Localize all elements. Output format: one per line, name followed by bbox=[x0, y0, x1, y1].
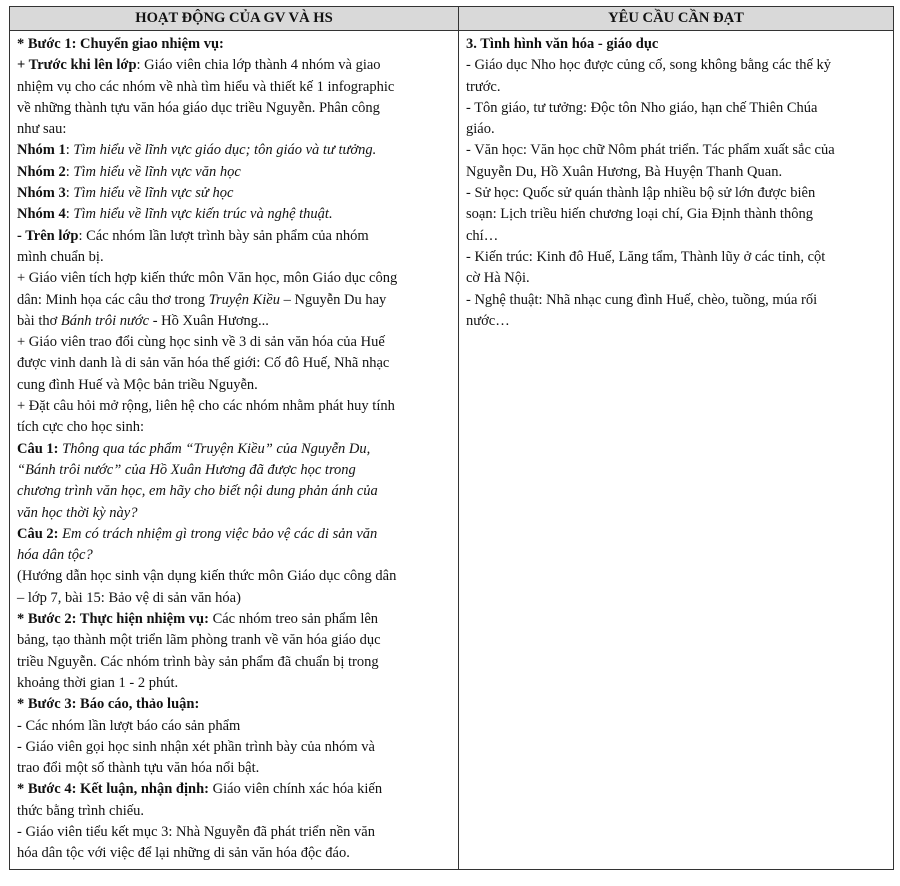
text-run: Câu 2: bbox=[17, 525, 59, 542]
left-text-line bbox=[17, 673, 452, 694]
text-run: khoảng thời gian 1 - 2 phút. bbox=[17, 674, 179, 691]
left-text-line bbox=[17, 801, 452, 822]
outcomes-cell bbox=[459, 31, 894, 870]
left-text-line bbox=[17, 503, 452, 524]
text-run: - Sử học: Quốc sử quán thành lập nhiều bộ sử lớn được biên bbox=[466, 185, 816, 202]
left-text-line bbox=[17, 183, 452, 204]
text-run: * Bước 2: Thực hiện nhiệm vụ: bbox=[17, 611, 209, 628]
left-text-line bbox=[17, 779, 452, 800]
right-text-line bbox=[466, 162, 887, 183]
right-text-line bbox=[466, 55, 887, 76]
left-text-line bbox=[17, 545, 452, 566]
text-run: mình chuẩn bị. bbox=[17, 248, 104, 265]
text-run: soạn: Lịch triều hiến chương loại chí, Gia Định thành thông bbox=[466, 206, 813, 223]
text-run: Các nhóm treo sản phẩm lên bbox=[208, 611, 379, 628]
text-run: Nhóm 3 bbox=[17, 185, 66, 202]
text-run: triều Nguyễn. Các nhóm trình bày sản phẩm đã chuẩn bị trong bbox=[17, 653, 379, 670]
left-text-line bbox=[17, 332, 452, 353]
text-run: - Hồ Xuân Hương... bbox=[149, 312, 269, 329]
left-text-line bbox=[17, 588, 452, 609]
right-text-line bbox=[466, 311, 887, 332]
text-run: Thông qua tác phẩm “Truyện Kiều” của Nguyễn Du, bbox=[62, 440, 371, 457]
left-text-line bbox=[17, 353, 452, 374]
text-run: : bbox=[65, 185, 74, 202]
right-text-line bbox=[466, 226, 887, 247]
text-run: * Bước 4: Kết luận, nhận định: bbox=[17, 781, 209, 798]
text-run: (Hướng dẫn học sinh vận dụng kiến thức môn Giáo dục công dân bbox=[17, 568, 397, 585]
left-text-line bbox=[17, 290, 452, 311]
text-run: Nguyễn Du, Hồ Xuân Hương, Bà Huyện Thanh Quan. bbox=[466, 163, 783, 180]
left-text-line bbox=[17, 822, 452, 843]
text-run: – lớp 7, bài 15: Bảo vệ di sản văn hóa) bbox=[17, 589, 241, 606]
right-text-line bbox=[466, 183, 887, 204]
left-text-line bbox=[17, 439, 452, 460]
text-run: như sau: bbox=[17, 121, 67, 138]
left-text-line bbox=[17, 98, 452, 119]
text-run: Tìm hiểu về lĩnh vực giáo dục; tôn giáo và tư tưởng. bbox=[73, 142, 377, 159]
text-run: - Giáo dục Nho học được củng cố, song không bằng các thế kỷ bbox=[466, 57, 832, 74]
text-run: : bbox=[65, 142, 74, 159]
left-text-line bbox=[17, 226, 452, 247]
text-run: văn học thời kỳ này? bbox=[17, 504, 138, 521]
text-run: chương trình văn học, em hãy cho biết nội dung phản ánh của bbox=[17, 483, 378, 500]
text-run: chí… bbox=[466, 227, 499, 244]
header-teacher-student-activities: HOẠT ĐỘNG CỦA GV VÀ HS bbox=[10, 7, 459, 31]
text-run: trao đổi một số thành tựu văn hóa nổi bật. bbox=[17, 760, 260, 777]
left-text-line bbox=[17, 694, 452, 715]
table-header-row bbox=[10, 7, 894, 31]
text-run: + Giáo viên trao đổi cùng học sinh về 3 di sản văn hóa của Huế bbox=[17, 334, 385, 351]
right-text-line bbox=[466, 290, 887, 311]
right-text-line bbox=[466, 247, 887, 268]
left-text-line bbox=[17, 758, 452, 779]
left-text-line bbox=[17, 737, 452, 758]
text-run: dân: Minh họa các câu thơ trong bbox=[17, 291, 209, 308]
left-text-line bbox=[17, 375, 452, 396]
right-text-line bbox=[466, 204, 887, 225]
text-run: * Bước 1: Chuyển giao nhiệm vụ: bbox=[17, 36, 224, 52]
table-body-row bbox=[10, 31, 894, 870]
text-run: - Các nhóm lần lượt báo cáo sản phẩm bbox=[17, 717, 241, 734]
text-run: Em có trách nhiệm gì trong việc bảo vệ các di sản văn bbox=[62, 525, 378, 542]
text-run: + Trước khi lên lớp bbox=[17, 57, 137, 74]
left-text-line bbox=[17, 609, 452, 630]
text-run: nhiệm vụ cho các nhóm về nhà tìm hiểu và thiết kế 1 infographic bbox=[17, 78, 395, 95]
left-text-line bbox=[17, 716, 452, 737]
text-run: 3. Tình hình văn hóa - giáo dục bbox=[466, 36, 659, 52]
text-run: giáo. bbox=[466, 121, 495, 138]
left-text-line bbox=[17, 652, 452, 673]
text-run: - Văn học: Văn học chữ Nôm phát triển. Tác phẩm xuất sắc của bbox=[466, 142, 835, 159]
left-text-line bbox=[17, 311, 452, 332]
header-required-outcomes: YÊU CẦU CẦN ĐẠT bbox=[459, 7, 894, 31]
left-text-line bbox=[17, 460, 452, 481]
text-run: Giáo viên chính xác hóa kiến bbox=[208, 781, 383, 798]
text-run: Tìm hiểu về lĩnh vực văn học bbox=[73, 163, 241, 180]
left-text-line bbox=[17, 247, 452, 268]
left-text-line bbox=[17, 55, 452, 76]
text-run: - Tôn giáo, tư tưởng: Độc tôn Nho giáo, hạn chế Thiên Chúa bbox=[466, 99, 818, 116]
text-run: Tìm hiểu về lĩnh vực kiến trúc và nghệ thuật. bbox=[73, 206, 333, 223]
text-run: Truyện Kiều bbox=[208, 291, 280, 308]
left-text-line bbox=[17, 204, 452, 225]
text-run: cung đình Huế và Mộc bản triều Nguyễn. bbox=[17, 376, 258, 393]
text-run: Nhóm 1 bbox=[17, 142, 66, 159]
text-run: - Kiến trúc: Kinh đô Huế, Lăng tẩm, Thành lũy ở các tỉnh, cột bbox=[466, 248, 826, 265]
left-text-line bbox=[17, 119, 452, 140]
text-run: - Nghệ thuật: Nhã nhạc cung đình Huế, chèo, tuồng, múa rối bbox=[466, 291, 818, 308]
text-run: Câu 1: bbox=[17, 440, 59, 457]
right-text-line bbox=[466, 268, 887, 289]
text-run: * Bước 3: Báo cáo, thảo luận: bbox=[17, 696, 200, 713]
right-text-line bbox=[466, 34, 887, 55]
left-text-line bbox=[17, 162, 452, 183]
right-text-line bbox=[466, 77, 887, 98]
left-text-line bbox=[17, 268, 452, 289]
text-run: thức bằng trình chiếu. bbox=[17, 802, 145, 819]
text-run: về những thành tựu văn hóa giáo dục triều Nguyễn. Phân công bbox=[17, 99, 380, 116]
left-text-line bbox=[17, 77, 452, 98]
activities-cell bbox=[10, 31, 459, 870]
left-text-line bbox=[17, 843, 452, 864]
text-run: - Giáo viên tiểu kết mục 3: Nhà Nguyễn đã phát triển nền văn bbox=[17, 823, 375, 840]
text-run: Bánh trôi nước bbox=[60, 312, 150, 329]
text-run: cờ Hà Nội. bbox=[466, 270, 530, 287]
text-run: + Đặt câu hỏi mở rộng, liên hệ cho các nhóm nhằm phát huy tính bbox=[17, 398, 395, 415]
text-run: tích cực cho học sinh: bbox=[17, 419, 145, 436]
text-run: hóa dân tộc? bbox=[17, 547, 93, 564]
text-run: Tìm hiểu về lĩnh vực sử học bbox=[73, 185, 234, 202]
text-run: Nhóm 4 bbox=[17, 206, 66, 223]
left-text-line bbox=[17, 417, 452, 438]
text-run: được vinh danh là di sản văn hóa thế giới: Cố đô Huế, Nhã nhạc bbox=[17, 355, 390, 372]
text-run: – Nguyễn Du hay bbox=[279, 291, 387, 308]
right-text-line bbox=[466, 140, 887, 161]
text-run: hóa dân tộc với việc để lại những di sản văn hóa độc đáo. bbox=[17, 845, 350, 862]
text-run: bảng, tạo thành một triển lãm phòng tranh về văn hóa giáo dục bbox=[17, 632, 381, 649]
left-text-line bbox=[17, 566, 452, 587]
right-text-line bbox=[466, 119, 887, 140]
text-run: - Trên lớp bbox=[17, 227, 79, 244]
left-text-line bbox=[17, 630, 452, 651]
text-run: “Bánh trôi nước” của Hồ Xuân Hương đã được học trong bbox=[17, 461, 356, 478]
text-run: : Giáo viên chia lớp thành 4 nhóm và giao bbox=[136, 57, 381, 74]
text-run: + Giáo viên tích hợp kiến thức môn Văn học, môn Giáo dục công bbox=[17, 270, 398, 287]
text-run: trước. bbox=[466, 78, 501, 95]
text-run: - Giáo viên gọi học sinh nhận xét phần trình bày của nhóm và bbox=[17, 738, 375, 755]
left-text-line bbox=[17, 34, 452, 55]
left-text-line bbox=[17, 524, 452, 545]
text-run: Nhóm 2 bbox=[17, 163, 66, 180]
text-run: : bbox=[65, 206, 74, 223]
right-text-line bbox=[466, 98, 887, 119]
text-run: nước… bbox=[466, 312, 510, 329]
left-text-line bbox=[17, 140, 452, 161]
left-text-line bbox=[17, 481, 452, 502]
text-run: bài thơ bbox=[17, 312, 61, 329]
left-text-line bbox=[17, 396, 452, 417]
text-run: : bbox=[65, 163, 74, 180]
lesson-table bbox=[9, 6, 894, 870]
text-run: : Các nhóm lần lượt trình bày sản phẩm của nhóm bbox=[78, 227, 369, 244]
